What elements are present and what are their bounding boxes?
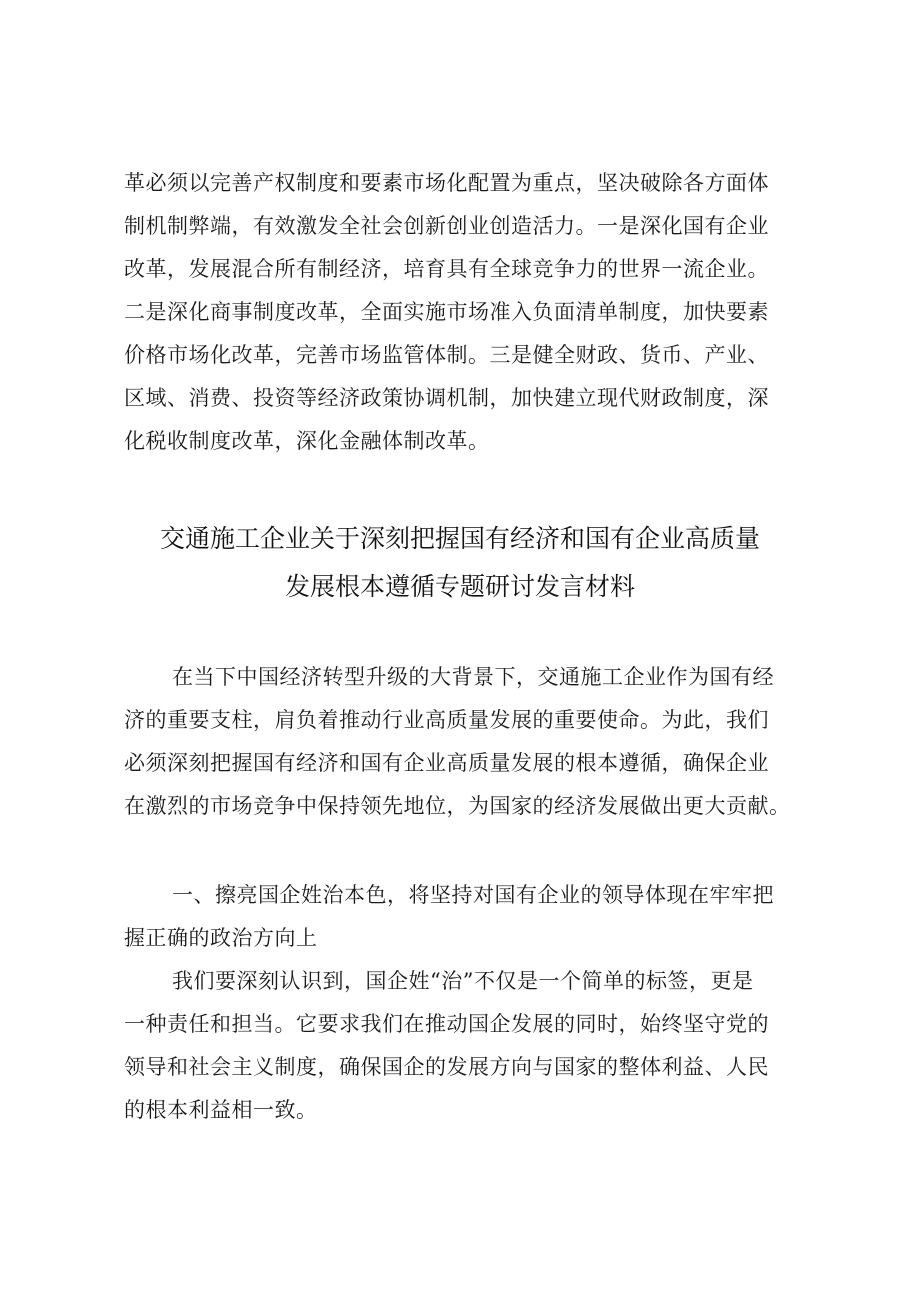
intro-line: 区域、消费、投资等经济政策协调机制，加快建立现代财政制度，深: [124, 386, 769, 410]
section-paragraph-line: 领导和社会主义制度，确保国企的发展方向与国家的整体利益、人民: [124, 1055, 769, 1079]
document-title-line-1: 交通施工企业关于深刻把握国有经济和国有企业高质量: [159, 524, 760, 553]
opening-line: 必须深刻把握国有经济和国有企业高质量发展的根本遵循，确保企业: [124, 751, 769, 775]
intro-line: 价格市场化改革，完善市场监管体制。三是健全财政、货币、产业、: [124, 343, 769, 367]
opening-line: 在当下中国经济转型升级的大背景下，交通施工企业作为国有经: [172, 665, 774, 689]
section-heading-line: 握正确的政治方向上: [124, 926, 318, 950]
intro-line: 制机制弊端，有效激发全社会创新创业创造活力。一是深化国有企业: [124, 214, 769, 238]
opening-line: 在激烈的市场竞争中保持领先地位，为国家的经济发展做出更大贡献。: [124, 794, 791, 818]
intro-line: 革必须以完善产权制度和要素市场化配置为重点，坚决破除各方面体: [124, 171, 769, 195]
intro-line: 二是深化商事制度改革，全面实施市场准入负面清单制度，加快要素: [124, 300, 769, 324]
intro-line: 改革，发展混合所有制经济，培育具有全球竞争力的世界一流企业。: [124, 257, 769, 281]
document-title-line-2: 发展根本遵循专题研讨发言材料: [284, 572, 635, 601]
section-paragraph-line: 的根本利益相一致。: [124, 1098, 318, 1122]
section-paragraph-line: 我们要深刻认识到，国企姓“治”不仅是一个简单的标签，更是: [172, 969, 754, 993]
section-heading-line: 一、擦亮国企姓治本色，将坚持对国有企业的领导体现在牢牢把: [172, 883, 774, 907]
intro-line: 化税收制度改革，深化金融体制改革。: [124, 429, 490, 453]
opening-line: 济的重要支柱，肩负着推动行业高质量发展的重要使命。为此，我们: [124, 708, 769, 732]
section-paragraph-line: 一种责任和担当。它要求我们在推动国企发展的同时，始终坚守党的: [124, 1012, 769, 1036]
